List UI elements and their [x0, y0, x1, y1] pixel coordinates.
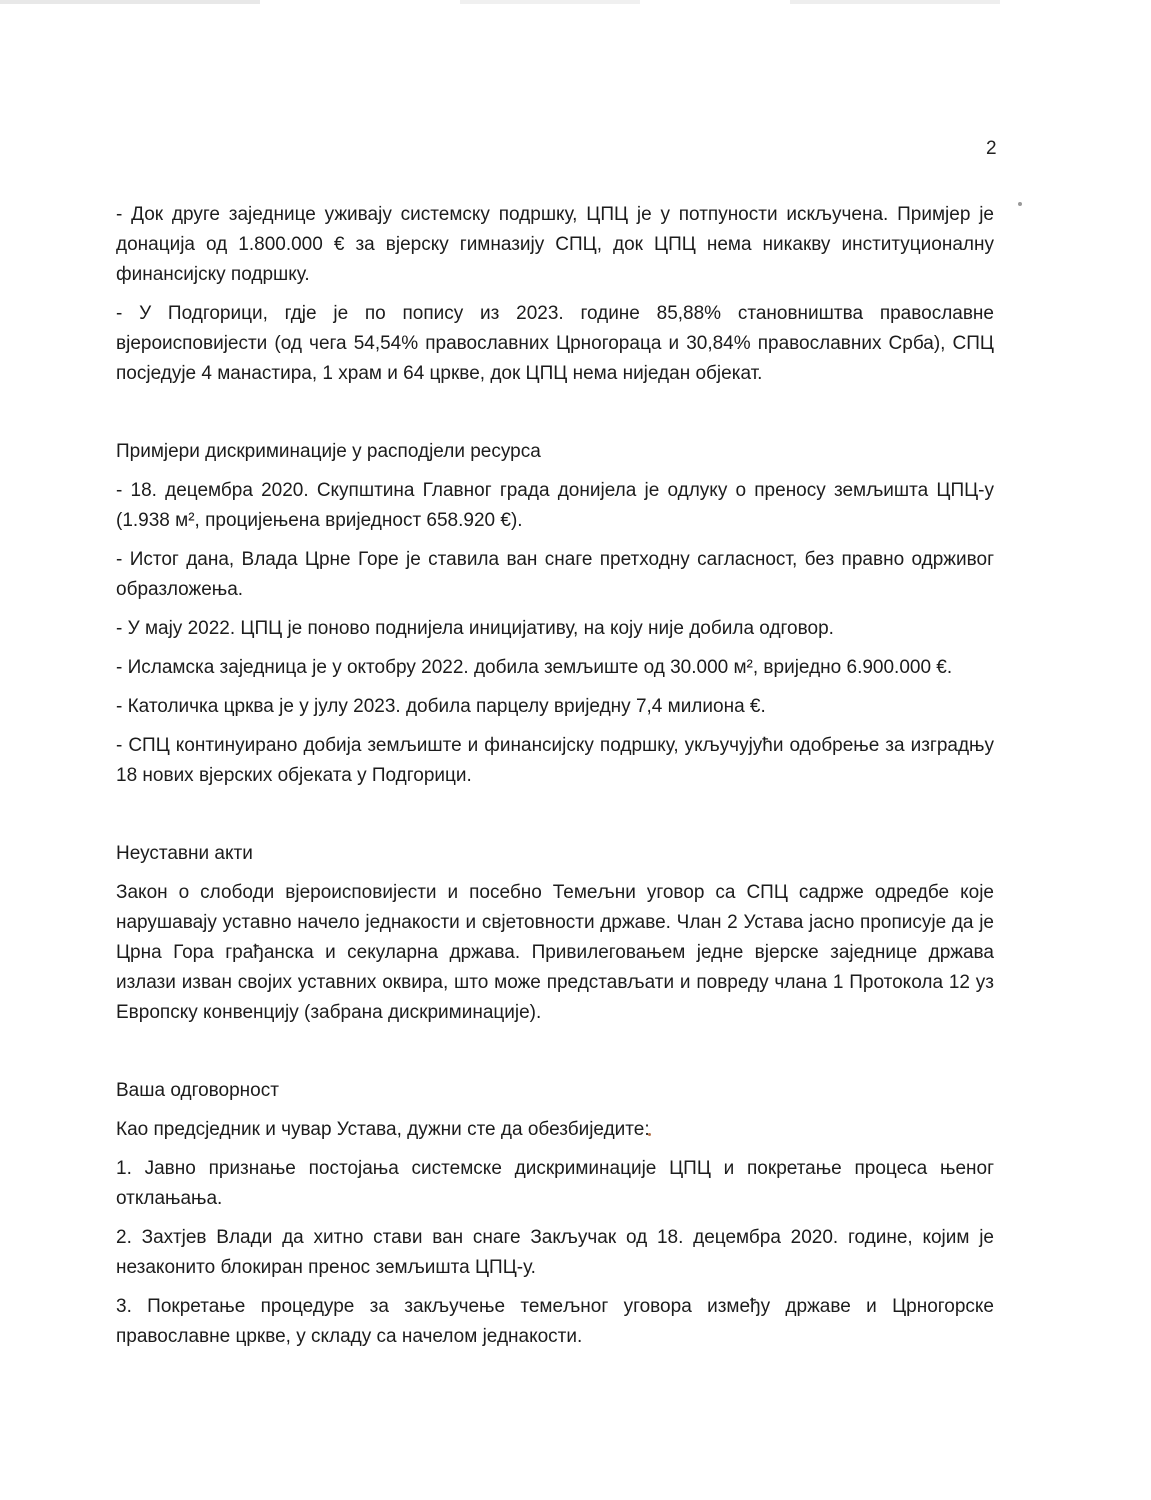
list-item: - 18. децембра 2020. Скупштина Главног града донијела је одлуку о преносу земљишта ЦПЦ-у (1.938 м², процијењена вриједност 658.920 €).	[116, 480, 994, 531]
document-body	[116, 200, 994, 1352]
section-paragraph: Као предсједник и чувар Устава, дужни сте да обезбиједите:	[116, 1119, 650, 1140]
section-heading-responsibility: Ваша одговорност	[116, 1080, 279, 1101]
list-item: - СПЦ континуирано добија земљиште и финансијску подршку, укључујући одобрење за изградњу 18 нових вјерских објеката у Подгорици.	[116, 735, 994, 786]
page-number: 2	[986, 138, 997, 159]
list-item: - Католичка црква је у јулу 2023. добила парцелу вриједну 7,4 милиона €.	[116, 696, 766, 717]
list-item: - Истог дана, Влада Црне Горе је ставила ван снаге претходну сагласност, без правно одрживог образложења.	[116, 549, 994, 600]
scan-speck	[1018, 202, 1022, 206]
section-heading-resources: Примјери дискриминације у расподјели ресурса	[116, 441, 541, 462]
list-item: - У мају 2022. ЦПЦ је поново поднијела иницијативу, на коју није добила одговор.	[116, 618, 834, 639]
scan-edge-artifact	[0, 0, 1151, 4]
intro-paragraph: - Док друге заједнице уживају системску подршку, ЦПЦ је у потпуности искључена. Примјер је донација од 1.800.000 € за вјерску гимназију СПЦ, док ЦПЦ нема никакву институционалну финансијску подршку.	[116, 204, 994, 285]
section-paragraph: Закон о слободи вјероисповијести и посебно Темељни уговор са СПЦ садрже одредбе које нарушавају уставно начело једнакости и свјетовности државе. Члан 2 Устава јасно прописује да је Црна Гора грађанска и секуларна држава. Привилеговањем једне вјерске заједнице држава излази изван својих уставних оквира, што може представљати и повреду члана 1 Протокола 12 уз Европску конвенцију (забрана дискриминације).	[116, 882, 994, 1023]
intro-paragraph: - У Подгорици, гдје је по попису из 2023. године 85,88% становништва православне вјероисповијести (од чега 54,54% православних Црногораца и 30,84% православних Срба), СПЦ посједује 4 манастира, 1 храм и 64 цркве, док ЦПЦ нема ниједан објекат.	[116, 303, 994, 384]
section-heading-unconstitutional: Неуставни акти	[116, 843, 253, 864]
numbered-item: 3. Покретање процедуре за закључење темељног уговора између државе и Црногорске православне цркве, у складу са начелом једнакости.	[116, 1296, 994, 1347]
numbered-item: 2. Захтјев Влади да хитно стави ван снаге Закључак од 18. децембра 2020. године, којим је незаконито блокиран пренос земљишта ЦПЦ-у.	[116, 1227, 994, 1278]
numbered-item: 1. Јавно признање постојања системске дискриминације ЦПЦ и покретање процеса њеног отклањања.	[116, 1158, 994, 1209]
list-item: - Исламска заједница је у октобру 2022. добила земљиште од 30.000 м², вриједно 6.900.000 €.	[116, 657, 953, 678]
